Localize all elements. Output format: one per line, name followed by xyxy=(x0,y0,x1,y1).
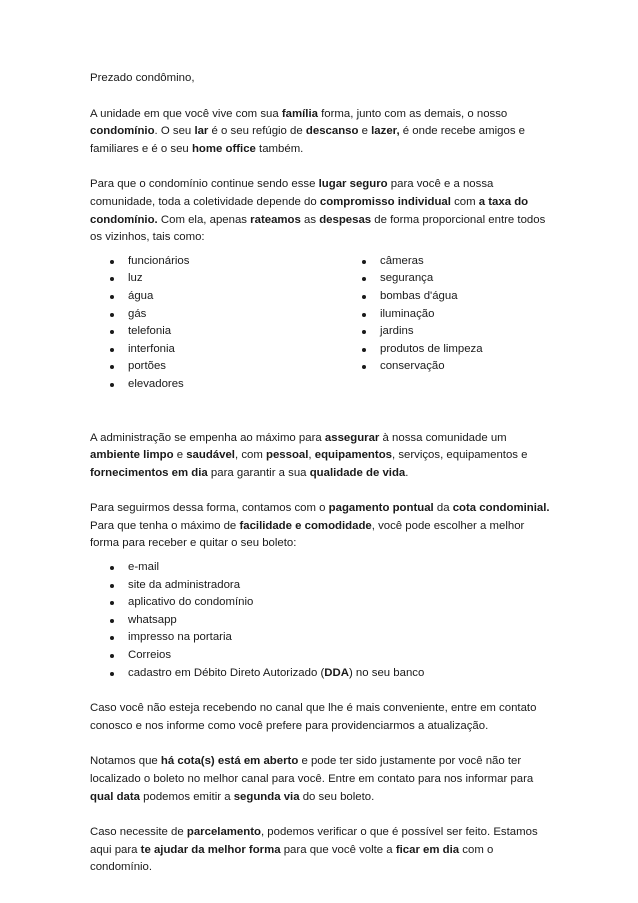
list-item: bombas d'água xyxy=(342,288,550,306)
expense-lists xyxy=(90,253,550,394)
list-item: conservação xyxy=(342,358,550,376)
list-item: Correios xyxy=(90,647,550,665)
list-item: gás xyxy=(90,306,342,324)
list-item: iluminação xyxy=(342,306,550,324)
list-item: câmeras xyxy=(342,253,550,271)
list-item: site da administradora xyxy=(90,577,550,595)
list-item: telefonia xyxy=(90,323,342,341)
list-item: água xyxy=(90,288,342,306)
paragraph-payment: Para seguirmos dessa forma, contamos com o pagamento pontual da cota condominial. Para que tenha o máximo de facilidade e comodidade, você pode escolher a melhor forma para receber e quitar o seu boleto: xyxy=(90,502,550,550)
paragraph-administration: A administração se empenha ao máximo para assegurar à nossa comunidade um ambiente limpo e saudável, com pessoal, equipamentos, serviços, equipamentos e fornecimentos em dia para garantir a sua qualidade de vida. xyxy=(90,431,528,479)
list-item: luz xyxy=(90,270,342,288)
list-item: produtos de limpeza xyxy=(342,341,550,359)
channel-list xyxy=(90,559,550,682)
list-item: cadastro em Débito Direto Autorizado (DDA) no seu banco xyxy=(90,665,550,683)
expense-list-right xyxy=(342,253,550,394)
expense-list-left xyxy=(90,253,342,394)
list-item: elevadores xyxy=(90,376,342,394)
list-item: portões xyxy=(90,358,342,376)
paragraph-open-fee: Notamos que há cota(s) está em aberto e pode ter sido justamente por você não ter localizado o boleto no melhor canal para você. Entre em contato para nos informar para qual data podemos emitir a segunda via do seu boleto. xyxy=(90,755,534,803)
paragraph-contact: Caso você não esteja recebendo no canal que lhe é mais conveniente, entre em contato conosco e nos informe como você prefere para providenciarmos a atualização. xyxy=(90,702,537,732)
greeting: Prezado condômino, xyxy=(90,72,195,84)
list-item: segurança xyxy=(342,270,550,288)
list-item: funcionários xyxy=(90,253,342,271)
letter-body xyxy=(90,70,550,877)
list-item: impresso na portaria xyxy=(90,629,550,647)
paragraph-installment: Caso necessite de parcelamento, podemos verificar o que é possível ser feito. Estamos aqui para te ajudar da melhor forma para que você volte a ficar em dia com o condomínio. xyxy=(90,826,538,874)
list-item: whatsapp xyxy=(90,612,550,630)
list-item: e-mail xyxy=(90,559,550,577)
paragraph-fee: Para que o condomínio continue sendo esse lugar seguro para você e a nossa comunidade, toda a coletividade depende do compromisso individual com a taxa do condomínio. Com ela, apenas rateamos as despesas de forma proporcional entre todos os vizinhos, tais como: xyxy=(90,178,546,244)
paragraph-intro: A unidade em que você vive com sua família forma, junto com as demais, o nosso condomínio. O seu lar é o seu refúgio de descanso e lazer, é onde recebe amigos e familiares e é o seu home office também. xyxy=(90,107,526,155)
list-item: jardins xyxy=(342,323,550,341)
list-item: aplicativo do condomínio xyxy=(90,594,550,612)
list-item: interfonia xyxy=(90,341,342,359)
